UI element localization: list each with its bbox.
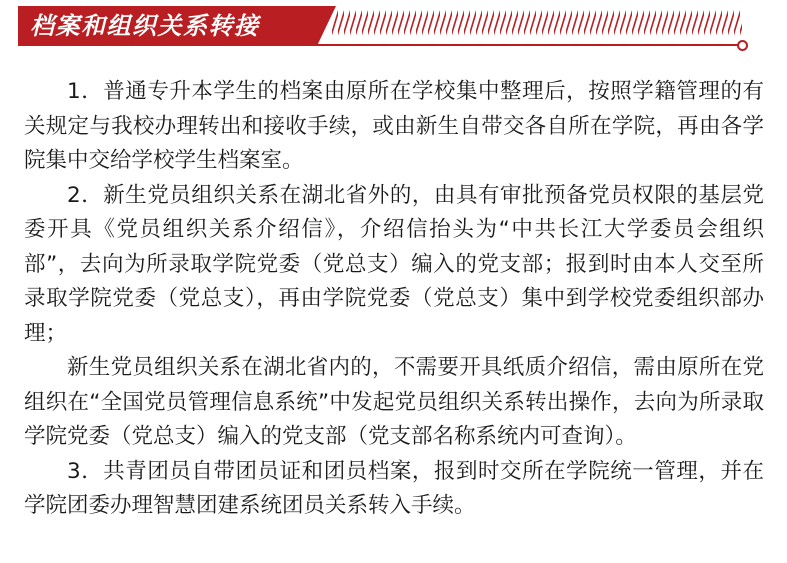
paragraph-archive-transfer: 1．普通专升本学生的档案由原所在学校集中整理后，按照学籍管理的有关规定与我校办理转出和接收手续，或由新生自带交各自所在学院，再由各学院集中交给学校学生档案室。 xyxy=(24,79,764,173)
paragraph-party-inside-province: 新生党员组织关系在湖北省内的，不需要开具纸质介绍信，需由原所在党组织在“全国党员管理信息系统”中发起党员组织关系转出操作，去向为所录取学院党委（党总支）编入的党支部（党支部名称系统内可查询）。 xyxy=(24,355,764,449)
header-rule xyxy=(18,44,740,46)
document-body xyxy=(24,75,764,524)
paragraph-league-members: 3．共青团员自带团员证和团员档案，报到时交所在学院统一管理，并在学院团委办理智慧团建系统团员关系转入手续。 xyxy=(24,458,764,518)
section-header xyxy=(18,6,778,52)
decorative-stripes xyxy=(332,6,742,46)
paragraph-party-outside-province: 2．新生党员组织关系在湖北省外的，由具有审批预备党员权限的基层党委开具《党员组织关系介绍信》，介绍信抬头为“中共长江大学委员会组织部”，去向为所录取学院党委（党总支）编入的党支部；报到时由本人交至所录取学院党委（党总支），再由学院党委（党总支）集中到学校党委组织部办理； xyxy=(24,182,764,346)
section-title: 档案和组织关系转接 xyxy=(30,12,260,40)
rule-end-dot xyxy=(737,40,748,51)
